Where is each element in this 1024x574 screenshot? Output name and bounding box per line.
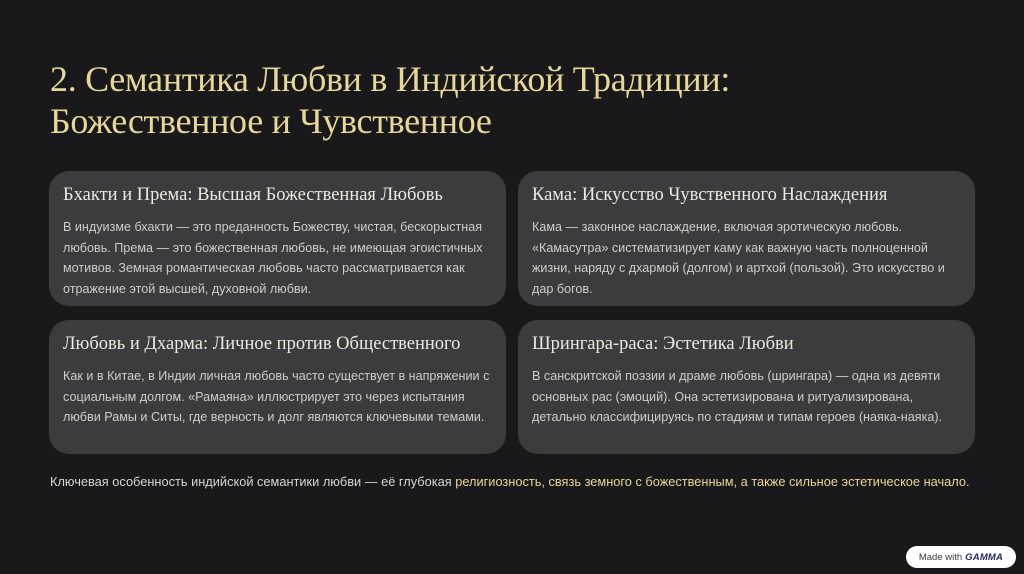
card-shringara-rasa [518,320,975,454]
slide-title [50,58,950,142]
card-love-dharma [49,320,506,454]
gamma-logo: GAMMA [965,551,1004,563]
card-bhakti-prema [49,171,506,306]
footer-note [50,471,970,492]
slide-title-line-1: 2. Семантика Любви в Индийской Традиции: [50,59,731,99]
badge-prefix: Made with [918,551,963,563]
card-heading: Бхакти и Према: Высшая Божественная Любовь [63,185,443,205]
card-heading: Шрингара-раса: Эстетика Любви [532,334,794,354]
slide-title-line-2: Божественное и Чувственное [50,101,492,141]
made-with-gamma-badge[interactable] [906,546,1016,568]
footer-end: . [966,474,970,489]
card-body: Как и в Китае, в Индии личная любовь часто существует в напряжении с социальным долгом. «Рамаяна» иллюстрирует это через испытания любви Рамы и Ситы, где верность и долг являются ключевыми темами. [63,369,490,424]
card-body: В индуизме бхакти — это преданность Божеству, чистая, бескорыстная любовь. Према — это божественная любовь, не имеющая эгоистичных мотивов. Земная романтическая любовь часто рассматривается как отражение этой высшей, духовной любви. [63,220,483,296]
card-body: В санскритской поэзии и драме любовь (шрингара) — одна из девяти основных рас (эмоций). Она эстетизирована и ритуализирована, детально классифицируясь по стадиям и типам героев (наяка-наяка). [532,369,943,424]
footer-intro: Ключевая особенность индийской семантики любви — её глубокая [50,474,456,489]
card-heading: Любовь и Дхарма: Личное против Общественного [63,334,461,354]
footer-highlight: религиозность, связь земного с божественным, а также сильное эстетическое начало [455,474,967,489]
card-kama [518,171,975,306]
card-heading: Кама: Искусство Чувственного Наслаждения [532,185,888,205]
card-body: Кама — законное наслаждение, включая эротическую любовь. «Камасутра» систематизирует каму как важную часть полноценной жизни, наряду с дхармой (долгом) и артхой (пользой). Это искусство и дар богов. [532,220,945,296]
